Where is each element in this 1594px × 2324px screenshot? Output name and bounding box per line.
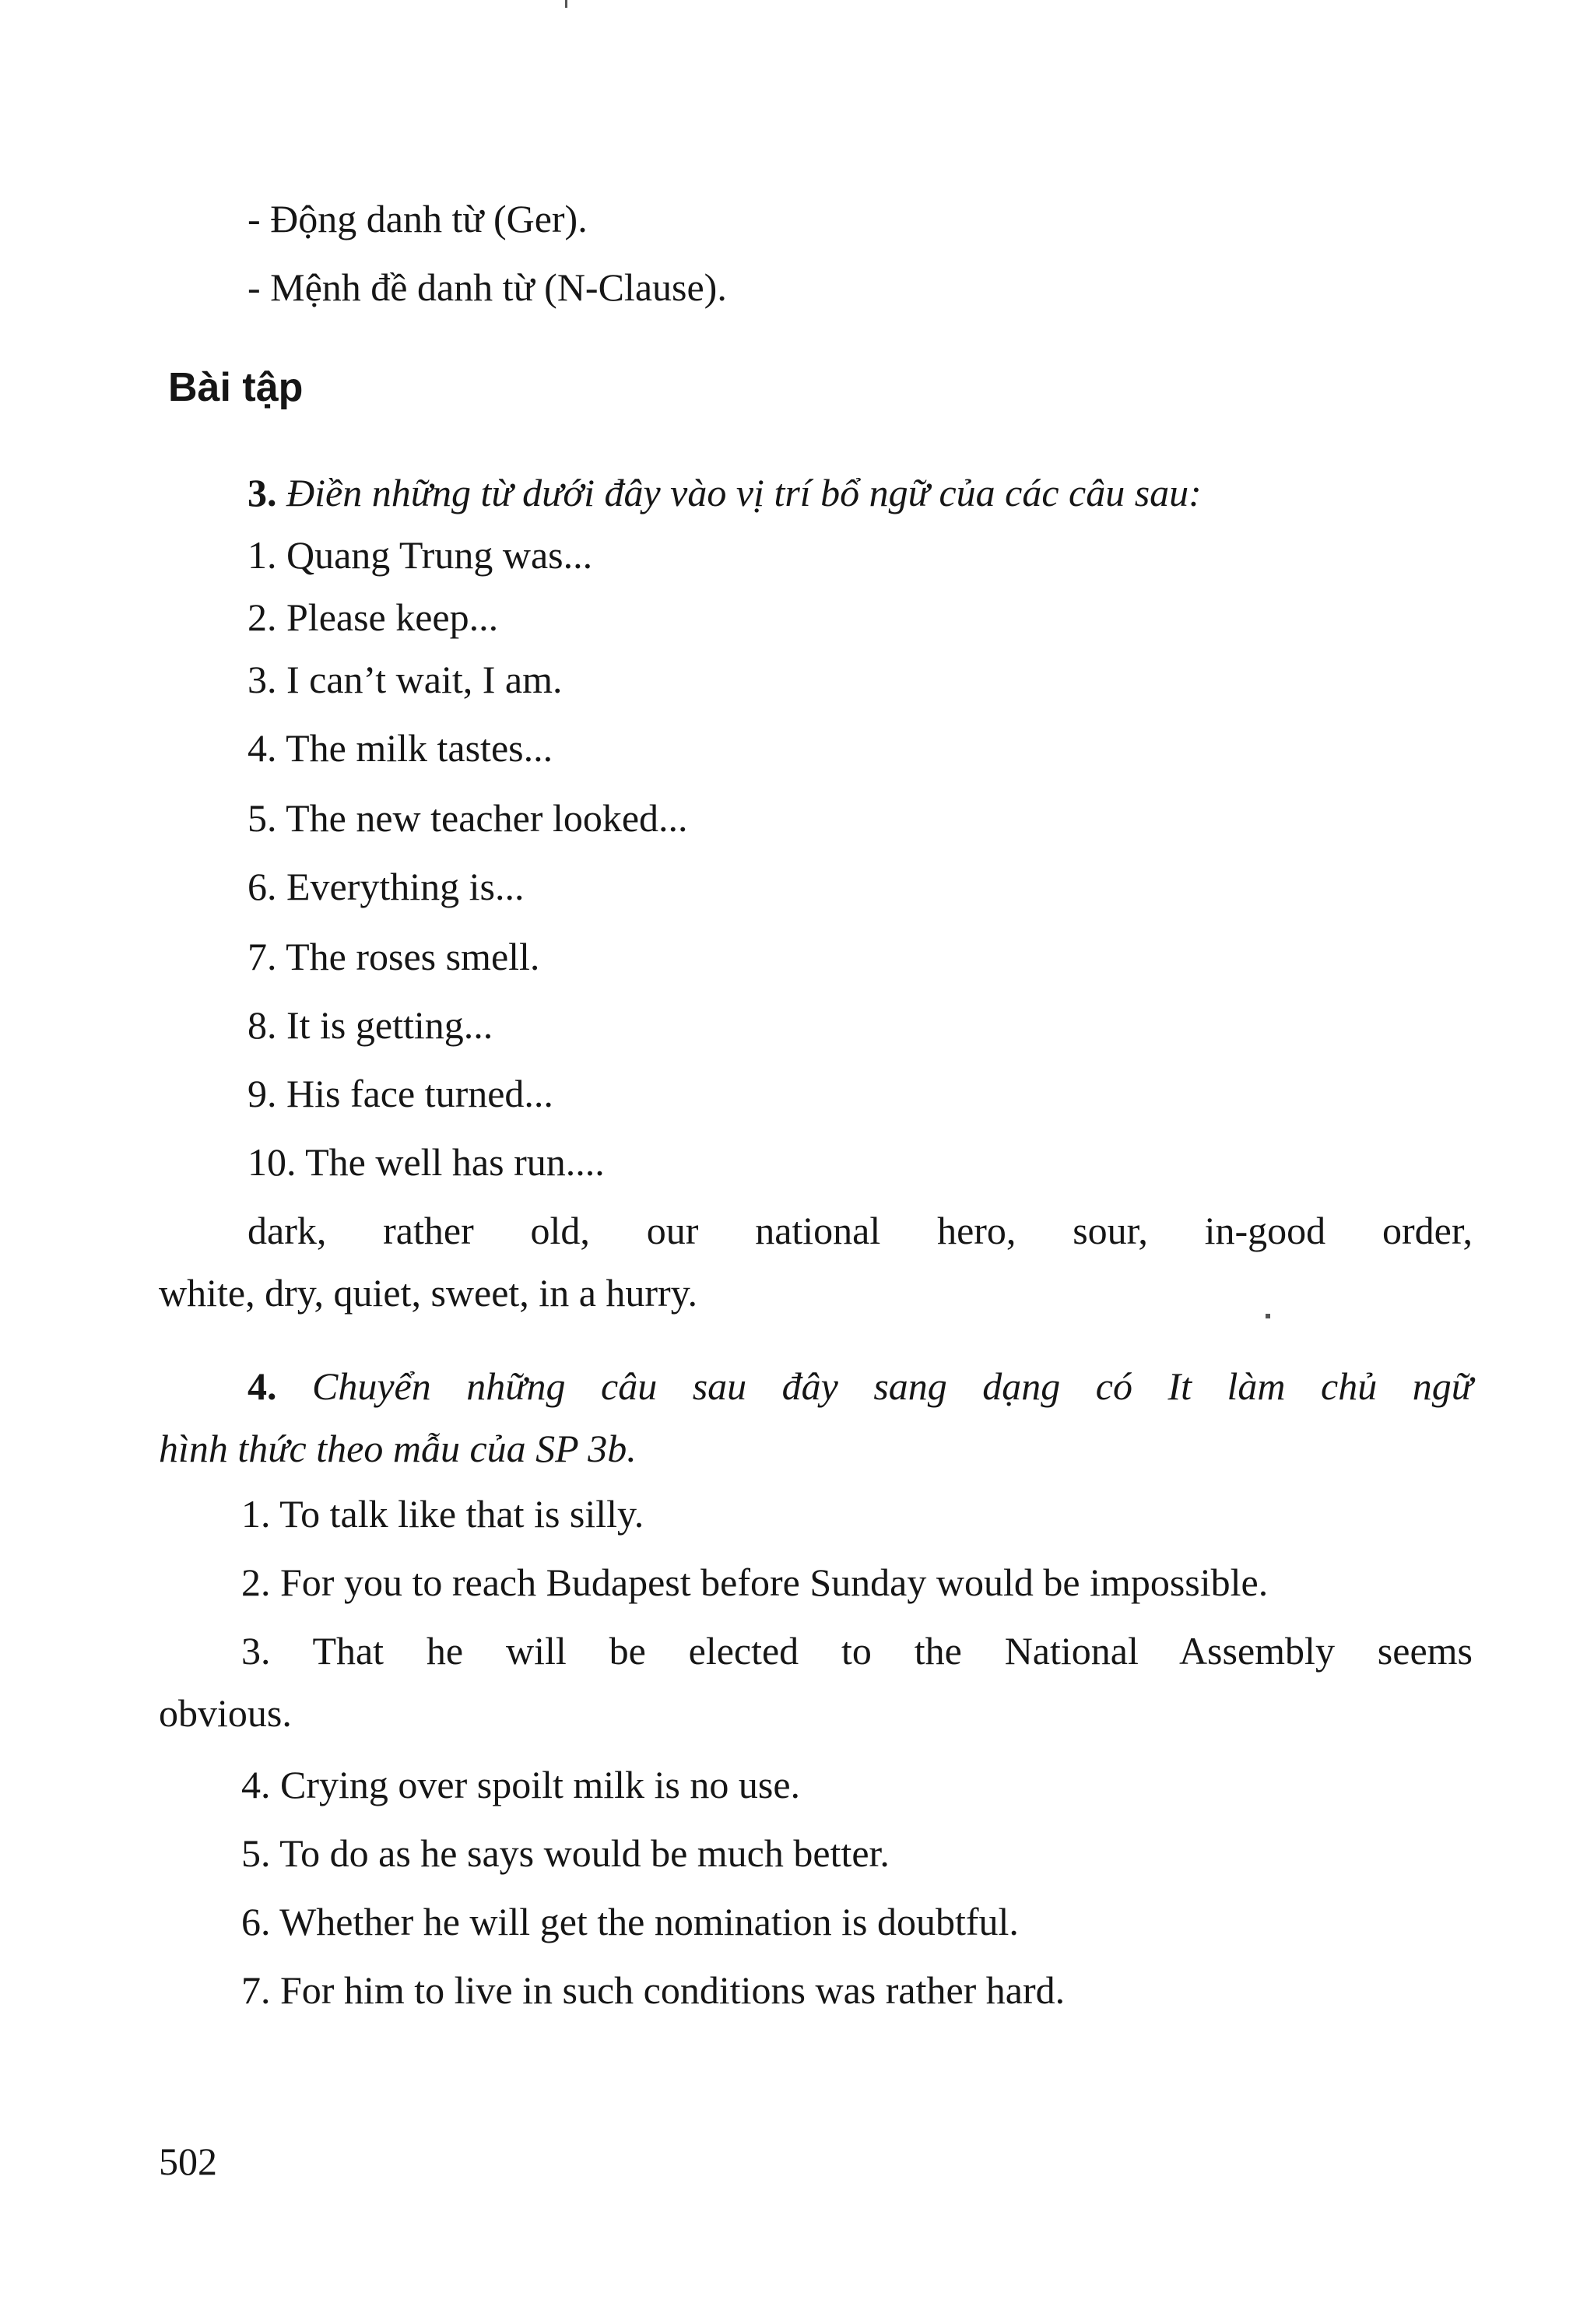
exercise-3-item-5: 5. The new teacher looked... [248,796,688,840]
exercise-4-number: 4. [248,1364,277,1408]
exercise-3-number: 3. [248,471,277,514]
section-heading: Bài tập [168,365,304,410]
scan-speck [565,0,567,8]
exercise-3-item-7: 7. The roses smell. [248,935,540,978]
exercise-4-title [248,1364,1473,1408]
exercise-3-word-bank-line-2: white, dry, quiet, sweet, in a hurry. [159,1271,697,1315]
exercise-4-item-7: 7. For him to live in such conditions was rather hard. [241,1968,1066,2012]
exercise-3-item-3: 3. I can’t wait, I am. [248,658,563,701]
intro-item-noun-clause: - Mệnh đề danh từ (N-Clause). [248,265,727,309]
exercise-3-item-2: 2. Please keep... [248,595,499,639]
exercise-3-item-4: 4. The milk tastes... [248,726,553,770]
exercise-4-item-1: 1. To talk like that is silly. [241,1492,644,1536]
exercise-3-item-1: 1. Quang Trung was... [248,533,593,577]
intro-item-gerund: - Động danh từ (Ger). [248,197,588,240]
exercise-4-item-6: 6. Whether he will get the nomination is doubtful. [241,1900,1019,1943]
exercise-3-word-bank-line-1: dark, rather old, our national hero, sour, in-good order, [248,1209,1473,1252]
scan-speck [1266,1314,1270,1318]
exercise-3-item-8: 8. It is getting... [248,1003,493,1047]
exercise-4-item-5: 5. To do as he says would be much better. [241,1831,890,1875]
exercise-4-item-4: 4. Crying over spoilt milk is no use. [241,1763,801,1806]
exercise-4-instruction-line-1: Chuyển những câu sau đây sang dạng có It làm chủ ngữ [312,1364,1473,1408]
exercise-4-item-3: 3. That he will be elected to the National Assembly seems [241,1629,1473,1673]
exercise-3-instruction: Điền những từ dưới đây vào vị trí bổ ngữ của các câu sau: [286,471,1202,514]
exercise-4-item-3-continued: obvious. [159,1691,292,1735]
exercise-3-item-6: 6. Everything is... [248,865,525,908]
exercise-4-item-2: 2. For you to reach Budapest before Sunday would be impossible. [241,1560,1269,1604]
exercise-3-item-9: 9. His face turned... [248,1072,553,1115]
exercise-3-title [248,473,1202,512]
page-number: 502 [159,2140,217,2183]
exercise-3-item-10: 10. The well has run.... [248,1140,605,1184]
exercise-4-instruction-line-2: hình thức theo mẫu của SP 3b. [159,1427,637,1470]
